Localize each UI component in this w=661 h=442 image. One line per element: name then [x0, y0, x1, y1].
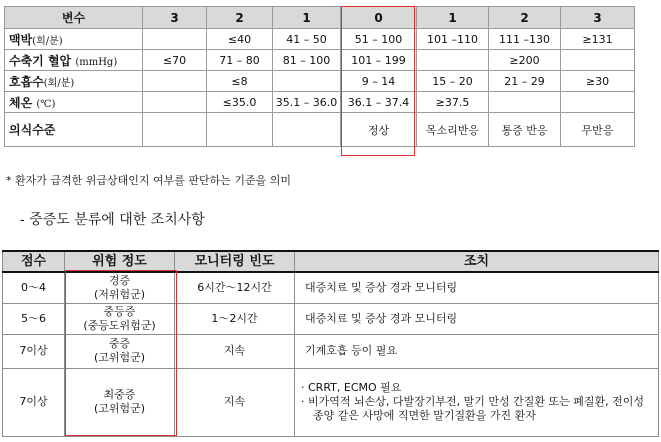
vitals-cell: [273, 113, 341, 147]
vitals-cell: 목소리반응: [417, 113, 489, 147]
risk-level: 중등증: [103, 304, 136, 318]
vitals-cell: 통증 반응: [489, 113, 561, 147]
vitals-cell: [207, 113, 273, 147]
vitals-cell: 9 – 14: [341, 71, 417, 92]
footnote: * 환자가 급격한 위급상태인지 여부를 판단하는 기준을 의미: [6, 174, 291, 187]
vitals-row-systolic-bp: [5, 50, 635, 71]
vitals-header-score: 2: [489, 7, 561, 29]
row-label-unit: (℃): [36, 98, 56, 110]
vitals-row-temperature: [5, 92, 635, 113]
vitals-cell: 41 – 50: [273, 29, 341, 50]
row-label-text: 체온: [9, 95, 33, 110]
risk-level-cell: [65, 303, 175, 334]
risk-group: (고위험군): [93, 402, 146, 415]
vitals-header-score: 1: [273, 7, 341, 29]
action-text: 대증치료 및 증상 경과 모니터링: [305, 280, 458, 294]
row-label-unit: (회/분): [32, 35, 63, 47]
row-label: [5, 50, 143, 71]
risk-level: 최중증: [103, 388, 136, 401]
vitals-cell: 36.1 – 37.4: [341, 92, 417, 113]
score-cell: 7이상: [3, 334, 65, 368]
vitals-cell: 무반응: [561, 113, 635, 147]
action-text: · CRRT, ECMO 필요: [301, 381, 402, 394]
row-label-text: 의식수준: [9, 123, 56, 137]
action-cell: [295, 368, 659, 436]
vitals-header-row: [5, 7, 635, 29]
vitals-header-variable: 변수: [5, 7, 143, 29]
action-text: 기계호흡 등이 필요: [305, 344, 398, 357]
action-cell: [295, 334, 659, 368]
severity-row-critical: [3, 368, 659, 436]
frequency-cell: 1～2시간: [175, 303, 295, 334]
vitals-cell: ≤35.0: [207, 92, 273, 113]
risk-level: 중증: [108, 337, 131, 350]
score-cell: 0～4: [3, 272, 65, 303]
vitals-cell: 21 – 29: [489, 71, 561, 92]
risk-group: (중등도위험군): [83, 318, 156, 332]
severity-row-mild: [3, 272, 659, 303]
vitals-cell: 35.1 – 36.0: [273, 92, 341, 113]
vitals-cell: [561, 92, 635, 113]
row-label-unit: (mmHg): [75, 56, 118, 68]
severity-row-severe: [3, 334, 659, 368]
header-risk-level: 위험 정도: [65, 251, 175, 272]
vitals-row-respiration: [5, 71, 635, 92]
row-label-unit: (회/분): [43, 77, 75, 89]
score-cell: 7이상: [3, 368, 65, 436]
action-text: 대증치료 및 증상 경과 모니터링: [305, 311, 458, 325]
action-cell: [295, 272, 659, 303]
row-label: [5, 92, 143, 113]
vitals-cell: ≥200: [489, 50, 561, 71]
score-cell: 5～6: [3, 303, 65, 334]
header-monitoring-frequency: 모니터링 빈도: [175, 251, 295, 272]
vitals-cell: 111 –130: [489, 29, 561, 50]
vitals-cell: ≤70: [143, 50, 207, 71]
vitals-cell: [561, 50, 635, 71]
vitals-header-score: 1: [417, 7, 489, 29]
severity-action-table: [2, 250, 659, 437]
action-cell: [295, 303, 659, 334]
vitals-cell: ≥37.5: [417, 92, 489, 113]
vitals-cell: [273, 71, 341, 92]
vitals-cell: [417, 50, 489, 71]
vitals-cell: [143, 92, 207, 113]
vitals-header-score: 0: [341, 7, 417, 29]
vitals-cell: ≥131: [561, 29, 635, 50]
vitals-cell: 101 –110: [417, 29, 489, 50]
row-label-text: 호흡수: [9, 74, 44, 89]
vitals-cell: [143, 113, 207, 147]
risk-level-cell: [65, 272, 175, 303]
frequency-cell: 6시간～12시간: [175, 272, 295, 303]
vitals-header-score: 3: [561, 7, 635, 29]
frequency-cell: 지속: [175, 368, 295, 436]
vitals-row-pulse: [5, 29, 635, 50]
vitals-header-score: 3: [143, 7, 207, 29]
vitals-cell: [143, 71, 207, 92]
risk-level-cell: [65, 334, 175, 368]
severity-row-moderate: [3, 303, 659, 334]
vitals-cell: 71 – 80: [207, 50, 273, 71]
vitals-cell: ≤8: [207, 71, 273, 92]
row-label: [5, 29, 143, 50]
vitals-cell: 81 – 100: [273, 50, 341, 71]
vitals-cell: ≤40: [207, 29, 273, 50]
row-label: [5, 113, 143, 147]
risk-level: 경증: [108, 273, 131, 287]
row-label-text: 수축기 혈압: [9, 53, 72, 68]
vitals-cell: 101 – 199: [341, 50, 417, 71]
action-text: · 비가역적 뇌손상, 다발장기부전, 말기 만성 간질환 또는 폐질환, 전이성 종양 같은 사망에 직면한 말기질환을 가진 환자: [301, 395, 644, 422]
header-action: 조치: [295, 251, 659, 272]
risk-group: (저위험군): [93, 287, 146, 301]
vitals-cell: [489, 92, 561, 113]
vitals-cell: 정상: [341, 113, 417, 147]
risk-level-cell: [65, 368, 175, 436]
vital-signs-table: [4, 6, 635, 147]
row-label: [5, 71, 143, 92]
section-heading: - 중증도 분류에 대한 조치사항: [20, 212, 205, 228]
severity-header-row: [3, 251, 659, 272]
vitals-cell: 51 – 100: [341, 29, 417, 50]
vitals-cell: [143, 29, 207, 50]
vitals-cell: ≥30: [561, 71, 635, 92]
header-score: 점수: [3, 251, 65, 272]
risk-group: (고위험군): [93, 351, 146, 364]
row-label-text: 맥박: [9, 32, 33, 47]
vitals-header-score: 2: [207, 7, 273, 29]
vitals-row-consciousness: [5, 113, 635, 147]
vitals-cell: 15 – 20: [417, 71, 489, 92]
frequency-cell: 지속: [175, 334, 295, 368]
